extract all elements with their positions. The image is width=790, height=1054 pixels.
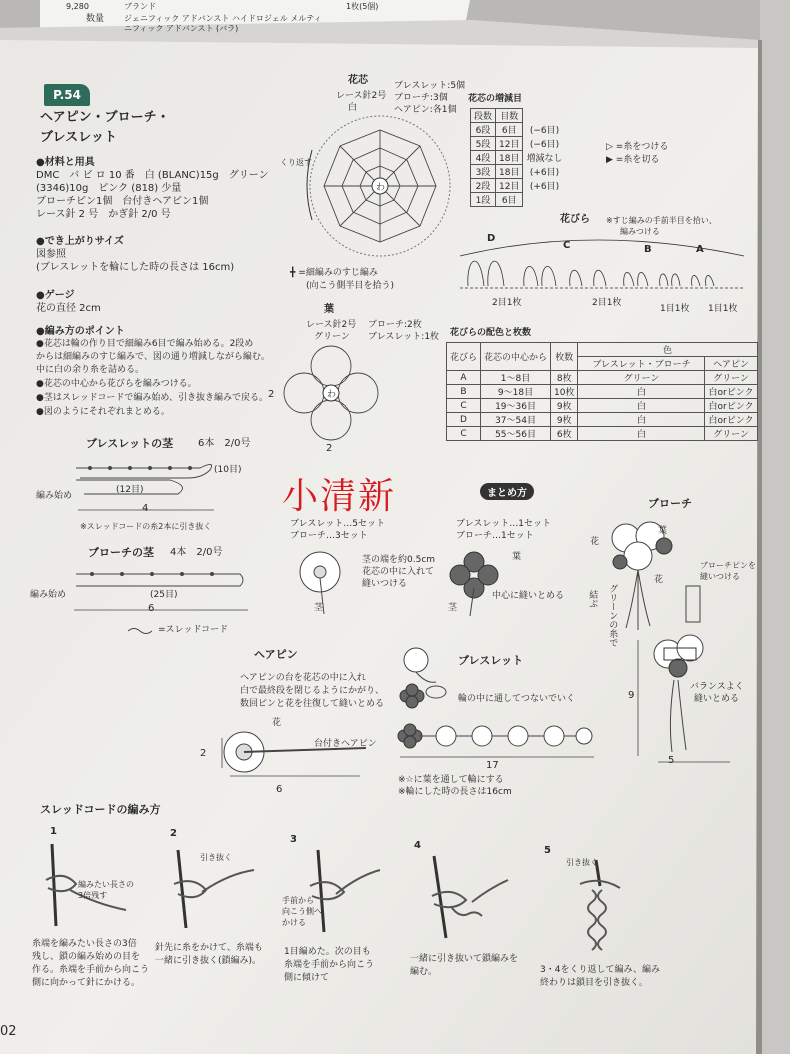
cell: 6目	[496, 193, 523, 207]
cell: C	[447, 427, 481, 441]
bracelet-stem-twelve: (12目)	[116, 485, 144, 495]
cell: C	[447, 399, 481, 413]
cell: 18目	[496, 165, 523, 179]
svg-text:わ: わ	[376, 183, 386, 193]
svg-text:わ: わ	[327, 390, 337, 400]
size-line: 図参照	[36, 249, 66, 260]
cell: 9枚	[551, 399, 578, 413]
kashin-count: ブローチ:3個	[394, 93, 448, 103]
page-number: 02	[0, 1024, 17, 1039]
brooch-dim-width: 5	[668, 755, 675, 766]
table-row	[471, 165, 566, 179]
cell: グリーン	[578, 371, 705, 385]
brooch-ha: 葉	[658, 526, 668, 536]
kashin-count: ブレスレット:5個	[394, 81, 466, 91]
step-label: 引き抜く	[200, 853, 232, 862]
brooch-stem-spec: 4本 2/0号	[170, 547, 223, 558]
step-label: 3倍残す	[78, 891, 108, 900]
hanabira-chart	[454, 228, 754, 300]
kashin-count: ヘアピン:各1個	[394, 105, 457, 115]
cell: グリーン	[705, 427, 757, 441]
hairpin-drawing	[220, 728, 370, 778]
bracelet-stem-dim-label: 4	[142, 503, 149, 514]
points-heading: ●編み方のポイント	[36, 326, 125, 337]
petal-letter-D: D	[487, 233, 496, 244]
step-number: 4	[414, 840, 421, 851]
cell: (+6目)	[529, 168, 560, 178]
th: ヘアピン	[705, 357, 757, 371]
cell: B	[447, 385, 481, 399]
step-text: 針先に糸をかけて、糸端も	[155, 943, 263, 953]
receipt-right: 1枚(5個)	[346, 2, 379, 11]
cell: 白orピンク	[705, 385, 757, 399]
cell: 9〜18目	[481, 385, 551, 399]
cell: 18目	[496, 151, 523, 165]
cell: 2段	[471, 179, 496, 193]
cell	[523, 193, 566, 207]
step-number: 2	[170, 828, 177, 839]
cell: 増減なし	[526, 154, 563, 164]
cell: 55〜56目	[481, 427, 551, 441]
haisyoku-table	[446, 342, 758, 441]
ha-chart	[276, 344, 386, 444]
step-text: 一緒に引き抜いて鎖編みを	[410, 954, 519, 964]
points-line: ●図のようにそれぞれまとめる。	[36, 407, 170, 417]
matome-left-set: ブレスレット…5セット	[290, 519, 386, 529]
matome-flower-drawing	[294, 548, 354, 618]
petal-letter-C: C	[563, 240, 571, 251]
cell: 5段	[471, 137, 496, 151]
step-4-drawing	[412, 852, 512, 942]
brooch-pin-note: 縫いつける	[700, 572, 740, 581]
page-badge: P.54	[44, 84, 90, 106]
table-row	[447, 413, 758, 427]
cell: 12目	[496, 179, 523, 193]
step-text: 側に傾けて	[284, 973, 330, 983]
kashin-chart	[292, 110, 472, 270]
cell: (−6目)	[529, 140, 560, 150]
kashin-title: 花芯	[348, 75, 368, 86]
haisyoku-title: 花びらの配色と枚数	[450, 328, 532, 338]
cell: 37〜54目	[481, 413, 551, 427]
matome-kuki: 茎	[314, 603, 324, 613]
cell: D	[447, 413, 481, 427]
cell: (+6目)	[529, 182, 560, 192]
hairpin-dim-height: 2	[200, 748, 207, 759]
cell: グリーン	[705, 371, 757, 385]
cell: 12目	[496, 137, 523, 151]
brooch-pin-note: ブローチピンを	[700, 561, 756, 570]
th: ブレスレット・ブローチ	[578, 357, 705, 371]
brooch-green-thread: グリーンの糸で	[607, 584, 618, 647]
bracelet-stem-start: 編み始め	[36, 491, 73, 501]
hanabira-note: 編みつける	[620, 227, 660, 236]
brooch-hana: 花	[590, 537, 600, 547]
size-line: (ブレスレットを輪にした時の長さは 16cm)	[36, 262, 235, 273]
matome-tag: まとめ方	[480, 483, 534, 500]
legend-cut-yarn: ▶ =糸を切る	[606, 155, 660, 165]
step-text: 糸端を編みたい長さの3倍	[32, 939, 137, 949]
cell: 白	[578, 399, 705, 413]
th: 色	[578, 343, 757, 357]
receipt-brand-label: ブランド	[124, 2, 156, 11]
kashin-color: 白	[348, 103, 358, 113]
cell: 白orピンク	[705, 399, 757, 413]
table-row	[471, 193, 566, 207]
table-row	[447, 371, 758, 385]
matome-mid-note: 中心に縫いとめる	[492, 591, 565, 601]
cell: 白	[578, 385, 705, 399]
matome-ha: 葉	[512, 552, 522, 562]
table-row	[471, 137, 566, 151]
th: 枚数	[551, 343, 578, 371]
receipt-line-2: ニフィック アドバンスト (バラ)	[124, 24, 239, 33]
table-row	[471, 179, 566, 193]
th: 花芯の中心から	[481, 343, 551, 371]
kashin-legend: (向こう側半目を拾う)	[306, 281, 395, 291]
step-label: 手前から	[282, 896, 314, 905]
cell: 白orピンク	[705, 413, 757, 427]
cell: 白	[578, 413, 705, 427]
receipt-line-1: ジェニフィック アドバンスト ハイドロジェル メルティ	[124, 14, 322, 23]
ha-count: ブレスレット:1枚	[368, 332, 440, 342]
step-label: かける	[282, 918, 306, 927]
matome-kuki2: 茎	[448, 603, 458, 613]
zogen-header: 段数	[471, 109, 496, 123]
hanabira-note: ※すじ編みの手前半目を拾い、	[606, 216, 717, 225]
brooch-stem-legend: =スレッドコード	[158, 625, 229, 635]
hairpin-desc: 白で最終段を閉じるようにかがり、	[240, 686, 385, 696]
cell: 10枚	[551, 385, 578, 399]
bracelet-note: 輪の中に通してつないでいく	[458, 694, 576, 704]
cell: 3段	[471, 165, 496, 179]
brooch-title: ブローチ	[648, 497, 692, 510]
receipt-number: 9,280	[66, 2, 89, 11]
brooch-stem-25: (25目)	[150, 590, 178, 600]
cell: (−6目)	[529, 126, 560, 136]
step-text: 側に向かって針にかける。	[32, 978, 141, 988]
points-line: 中に白の余り糸を詰める。	[36, 365, 145, 375]
ha-title: 葉	[324, 304, 334, 315]
petal-count: 2目1枚	[492, 298, 522, 308]
brooch-dim-height: 9	[628, 690, 635, 701]
brooch-stem-dim	[72, 604, 252, 616]
hairpin-hana: 花	[272, 718, 282, 728]
step-5-drawing	[540, 856, 650, 966]
matome-mid-set: ブレスレット…1セット	[456, 519, 552, 529]
step-number: 3	[290, 834, 297, 845]
brooch-stem-start: 編み始め	[30, 590, 67, 600]
materials-line: レース針 2 号 かぎ針 2/0 号	[36, 209, 171, 220]
petal-count: 1目1枚	[660, 304, 690, 314]
cell: 1段	[471, 193, 496, 207]
step-text: 作る。糸端を手前から向こう	[32, 965, 150, 975]
table-row	[447, 427, 758, 441]
kashin-needle: レース針2号	[336, 91, 387, 101]
hairpin-pin: 台付きヘアピン	[314, 739, 377, 749]
step-number: 5	[544, 845, 551, 856]
cell: 4段	[471, 151, 496, 165]
matome-left-note: 茎の端を約0.5cm	[362, 555, 436, 565]
points-line: ●花芯は輪の作り目で細編み6目で編み始める。2段め	[36, 339, 254, 349]
cell: 9枚	[551, 413, 578, 427]
ha-dim-height: 2	[268, 389, 275, 400]
hairpin-desc: 数回ピンと花を往復して縫いとめる	[240, 699, 385, 709]
step-text: 糸端を手前から向こう	[284, 960, 375, 970]
matome-left-note: 縫いつける	[362, 579, 408, 589]
materials-line: (3346)10g ピンク (818) 少量	[36, 183, 182, 194]
table-row	[471, 123, 566, 137]
cell: 1〜8目	[481, 371, 551, 385]
table-row	[471, 151, 566, 165]
zogen-table	[470, 108, 566, 207]
step-text: 1目編めた。次の目も	[284, 947, 371, 957]
zogen-header	[523, 109, 566, 123]
cell: 6目	[496, 123, 523, 137]
hairpin-title: ヘアピン	[254, 648, 298, 661]
kashin-repeat-label: くり返す	[280, 158, 312, 167]
hairpin-desc: ヘアピンの台を花芯の中に入れ	[240, 673, 366, 683]
petal-letter-B: B	[644, 244, 652, 255]
zogen-header: 目数	[496, 109, 523, 123]
title-line-1: ヘアピン・ブローチ・	[40, 110, 170, 125]
petal-count: 1目1枚	[708, 304, 738, 314]
matome-left-note: 花芯の中に入れて	[362, 567, 435, 577]
points-line: からは細編みのすじ編みで、図の通り増減しながら編む。	[36, 352, 270, 362]
th: 花びら	[447, 343, 481, 371]
title-line-2: ブレスレット	[40, 130, 117, 145]
brooch-hana2: 花	[654, 575, 664, 585]
red-watermark: 小清新	[282, 476, 397, 517]
ha-count: ブローチ:2枚	[368, 320, 422, 330]
bracelet-stem-chart	[70, 456, 250, 506]
materials-line: DMC バ ビ ロ 10 番 白 (BLANC)15g グリーン	[36, 170, 269, 181]
size-heading: ●でき上がりサイズ	[36, 236, 124, 247]
thread-cord-title: スレッドコードの編み方	[40, 803, 161, 816]
step-text: 3・4をくり返して編み、編み	[540, 965, 660, 975]
hanabira-title: 花びら	[560, 214, 590, 225]
hairpin-dim-width: 6	[276, 784, 283, 795]
matome-left-set: ブローチ…3セット	[290, 531, 368, 541]
step-text: 終わりは鎖目を引き抜く。	[540, 978, 648, 988]
step-label: 編みたい長さの	[78, 880, 134, 889]
petal-count: 2目1枚	[592, 298, 622, 308]
step-text: 一緒に引き抜く(鎖編み)。	[155, 956, 262, 966]
bracelet-dim-label: 17	[486, 760, 499, 771]
bracelet-stem-title: ブレスレットの茎	[86, 437, 174, 450]
receipt-quantity-label: 数量	[86, 14, 105, 24]
haisyoku-header-row	[447, 343, 758, 357]
materials-line: ブローチピン1個 台付きヘアピン1個	[36, 196, 209, 207]
cell: 6段	[471, 123, 496, 137]
table-row	[447, 385, 758, 399]
zogen-header-row	[471, 109, 566, 123]
cell: 8枚	[551, 371, 578, 385]
points-line: ●茎はスレッドコードで編み始め、引き抜き編みで戻る。	[36, 393, 269, 403]
bracelet-notes: ※輪にした時の長さは16cm	[398, 787, 512, 797]
brooch-balance: バランスよく	[690, 682, 744, 692]
ha-dim-width: 2	[326, 443, 333, 454]
ha-color: グリーン	[314, 332, 350, 342]
table-row	[447, 399, 758, 413]
zogen-title: 花芯の増減目	[468, 94, 523, 104]
cell: 6枚	[551, 427, 578, 441]
gauge-line: 花の直径 2cm	[36, 303, 101, 314]
brooch-balance: 縫いとめる	[694, 694, 740, 704]
step-text: 編む。	[410, 967, 438, 977]
materials-heading: ●材料と用具	[36, 157, 95, 168]
bracelet-notes: ※☆に葉を通して輪にする	[398, 775, 504, 785]
brooch-musubu: 結ぶ	[587, 590, 598, 608]
matome-mid-set: ブローチ…1セット	[456, 531, 534, 541]
cell: 白	[578, 427, 705, 441]
bracelet-title: ブレスレット	[458, 654, 524, 667]
petal-letter-A: A	[696, 244, 704, 255]
bracelet-stem-spec: 6本 2/0号	[198, 438, 251, 449]
thread-cord-symbol	[126, 626, 156, 636]
gauge-heading: ●ゲージ	[36, 290, 75, 301]
brooch-stem-title: ブローチの茎	[88, 546, 154, 559]
step-number: 1	[50, 826, 57, 837]
step-label: 向こう側へ	[282, 907, 322, 916]
brooch-stem-dim-label: 6	[148, 603, 155, 614]
kashin-legend: ╋ =細編みのすじ編み	[290, 268, 378, 278]
legend-attach-yarn: ▷ =糸をつける	[606, 142, 669, 152]
bracelet-stem-ten: (10目)	[214, 465, 242, 475]
bracelet-stem-note: ※スレッドコードの糸2本に引き抜く	[80, 522, 212, 531]
points-line: ●花芯の中心から花びらを編みつける。	[36, 379, 197, 389]
ha-needle: レース針2号	[306, 320, 357, 330]
step-text: 残し、鎖の編み始めの目を	[32, 952, 141, 962]
step-label: 引き抜く	[566, 858, 598, 867]
cell: 19〜36目	[481, 399, 551, 413]
cell: A	[447, 371, 481, 385]
